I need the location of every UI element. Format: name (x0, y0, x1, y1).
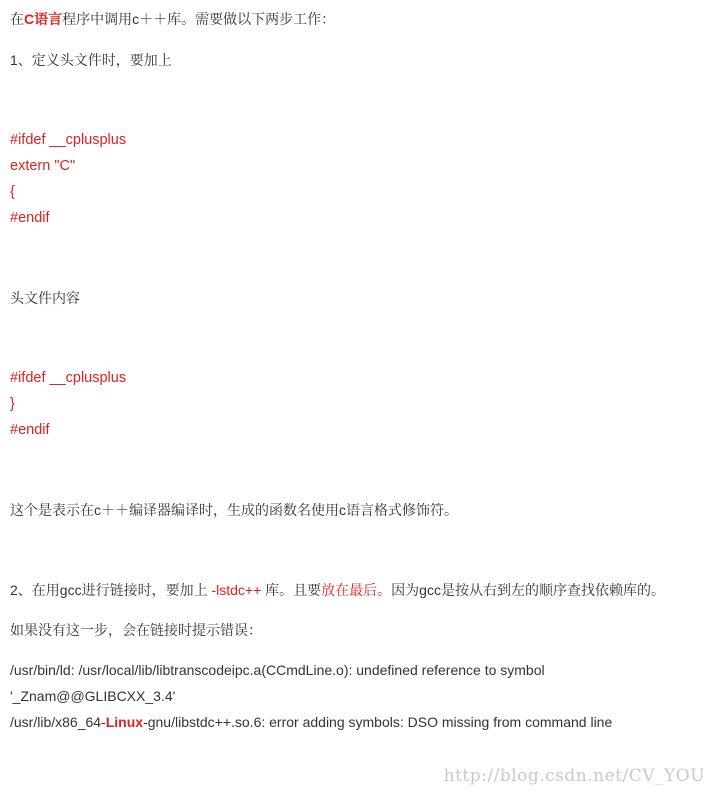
code-line: #endif (10, 210, 50, 226)
intro-text: 程序中调用c＋＋库。需要做以下两步工作： (62, 11, 336, 27)
code-line: #endif (10, 422, 50, 438)
code-line: } (10, 396, 15, 412)
code-line: { (10, 184, 15, 200)
error-line3-suffix: -gnu/libstdc++.so.6: error adding symbols: DSO missing from command line (143, 714, 613, 730)
put-last-emphasis: 放在最后 (321, 582, 378, 598)
code-line: #ifdef __cplusplus (10, 132, 127, 148)
step2-prefix: 2、在用gcc进行链接时，要加上 (10, 582, 212, 598)
header-content-label: 头文件内容 (10, 290, 80, 306)
linux-keyword: Linux (105, 714, 144, 730)
lstdc-flag: -lstdc++ (211, 582, 262, 598)
error-line3-prefix: /usr/lib/x86_64- (10, 714, 106, 730)
watermark: http://blog.csdn.net/CV_YOU (443, 766, 705, 786)
code-line: #ifdef __cplusplus (10, 370, 127, 386)
error-line: /usr/bin/ld: /usr/local/lib/libtranscodeipc.a(CCmdLine.o): undefined reference to symbol (10, 662, 545, 678)
error-line: '_Znam@@GLIBCXX_3.4' (10, 688, 176, 704)
step2-suffix: 。因为gcc是按从右到左的顺序查找依赖库的。 (377, 582, 665, 598)
error-line (10, 712, 612, 732)
code-line: extern "C" (10, 158, 76, 174)
c-language-highlight: C语言 (24, 11, 63, 27)
step1-heading: 1、定义头文件时，要加上 (10, 52, 172, 68)
intro-prefix: 在 (10, 11, 24, 27)
error-intro: 如果没有这一步，会在链接时提示错误： (10, 622, 262, 638)
explanation-paragraph: 这个是表示在c＋＋编译器编译时，生成的函数名使用c语言格式修饰符。 (10, 502, 458, 518)
step2-paragraph (10, 580, 665, 600)
step2-mid: 库。且要 (261, 582, 322, 598)
intro-paragraph (10, 9, 335, 29)
